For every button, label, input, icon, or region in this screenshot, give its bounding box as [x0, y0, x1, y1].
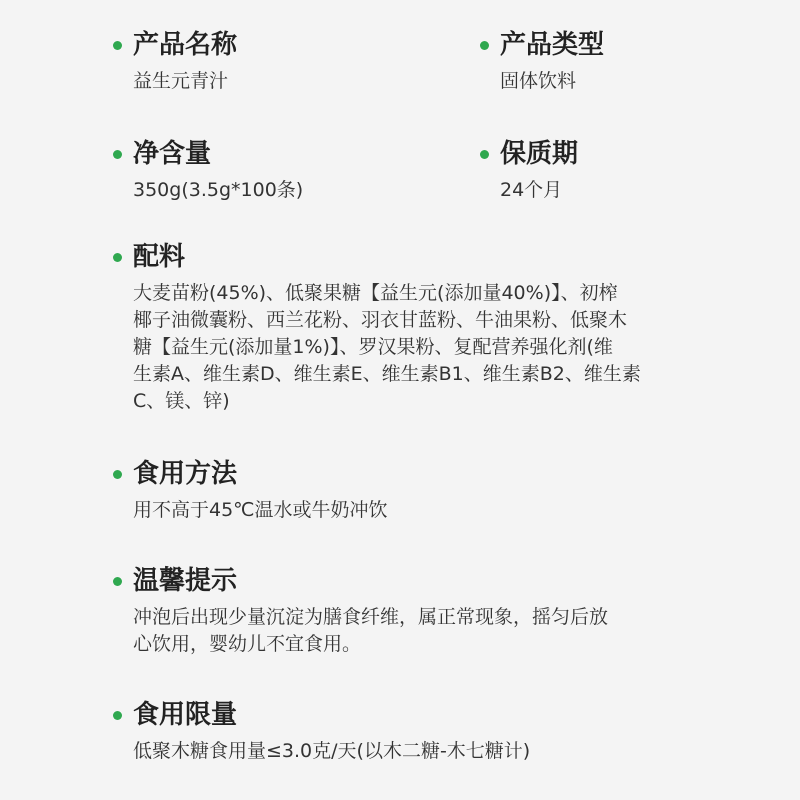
bullet-dot-icon	[480, 150, 489, 159]
bullet-dot-icon	[113, 41, 122, 50]
section-body: 350g(3.5g*100条)	[133, 179, 304, 201]
section-ingredients	[113, 242, 793, 415]
section-net-content	[113, 139, 443, 204]
bullet-dot-icon	[113, 253, 122, 262]
section-body: 用不高于45℃温水或牛奶冲饮	[133, 499, 388, 521]
section-body: 大麦苗粉(45%)、低聚果糖【益生元(添加量40%)】、初榨 椰子油微囊粉、西兰花粉、羽衣甘蓝粉、牛油果粉、低聚木 糖【益生元(添加量1%)】、罗汉果粉、复配营养强化剂(维 生素A、维生素D、维生素E、维生素B1、维生素B2、维生素 C、镁、锌)	[133, 282, 641, 412]
section-body: 低聚木糖食用量≤3.0克/天(以木二糖-木七糖计)	[133, 740, 531, 762]
bullet-dot-icon	[113, 711, 122, 720]
section-title: 净含量	[133, 139, 212, 169]
section-title: 保质期	[500, 139, 579, 169]
section-product-type	[480, 30, 780, 95]
section-title: 食用方法	[133, 459, 238, 489]
section-tips	[113, 566, 793, 658]
section-body: 24个月	[500, 179, 563, 201]
section-usage	[113, 459, 773, 524]
section-shelf-life	[480, 139, 780, 204]
bullet-dot-icon	[480, 41, 489, 50]
section-body: 益生元青汁	[133, 70, 229, 92]
bullet-dot-icon	[113, 470, 122, 479]
section-title: 温馨提示	[133, 566, 238, 596]
section-body: 固体饮料	[500, 70, 577, 92]
section-product-name	[113, 30, 443, 95]
section-title: 食用限量	[133, 700, 238, 730]
bullet-dot-icon	[113, 577, 122, 586]
section-title: 产品名称	[133, 30, 238, 60]
section-body: 冲泡后出现少量沉淀为膳食纤维，属正常现象，摇匀后放 心饮用，婴幼儿不宜食用。	[133, 606, 609, 655]
bullet-dot-icon	[113, 150, 122, 159]
section-title: 产品类型	[500, 30, 605, 60]
section-title: 配料	[133, 242, 186, 272]
section-limit	[113, 700, 793, 765]
